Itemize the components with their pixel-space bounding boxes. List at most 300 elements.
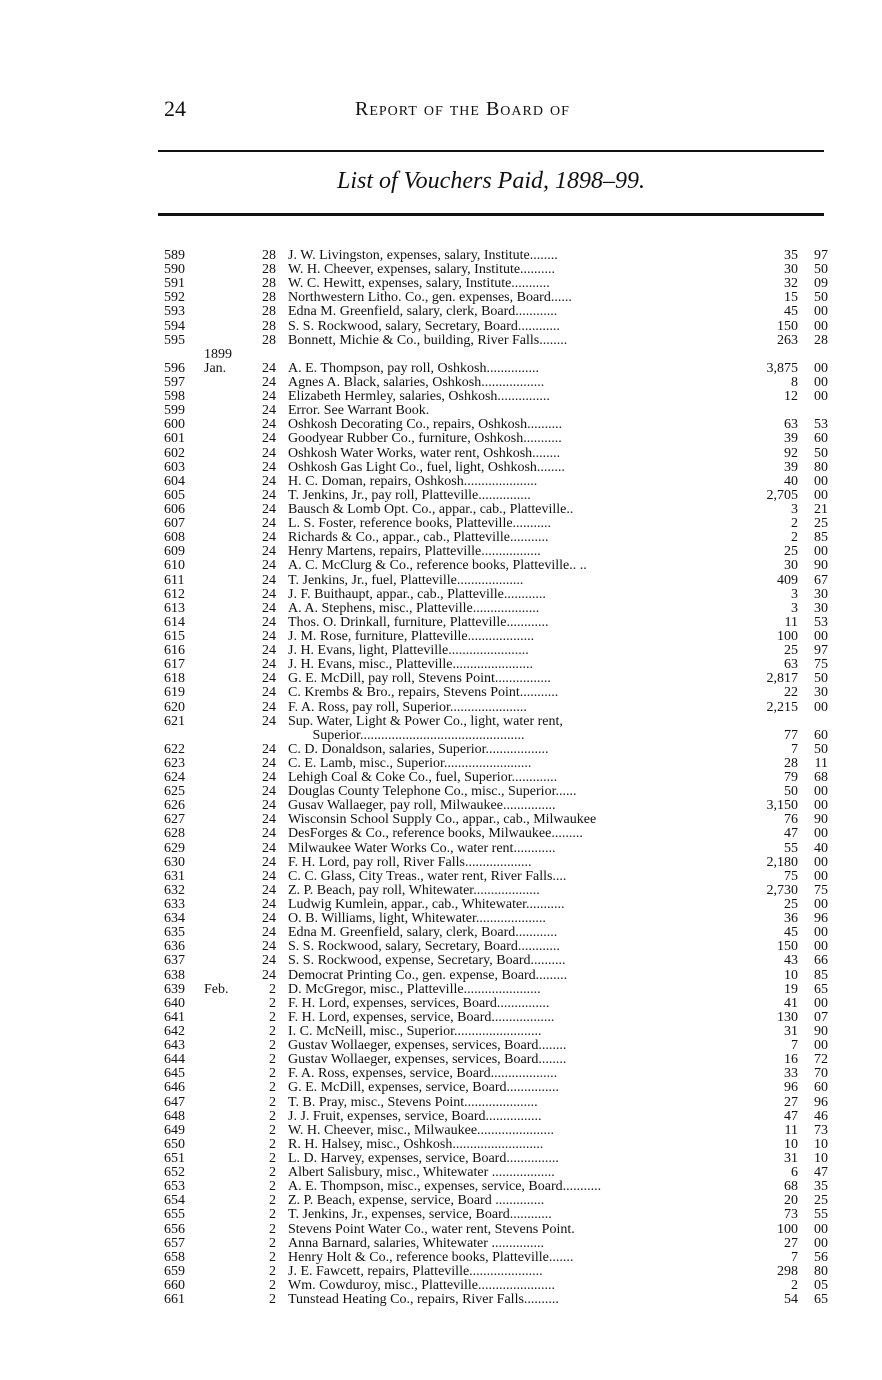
voucher-day: 24 xyxy=(262,487,276,503)
table-row xyxy=(0,757,882,771)
voucher-number: 630 xyxy=(164,854,185,870)
voucher-day: 28 xyxy=(262,276,276,292)
voucher-cents: 00 xyxy=(814,487,828,503)
table-row xyxy=(0,672,882,686)
voucher-cents: 90 xyxy=(814,558,828,574)
voucher-cents: 97 xyxy=(814,643,828,659)
voucher-cents: 25 xyxy=(814,1193,828,1209)
voucher-dollars: 11 xyxy=(784,614,798,630)
voucher-day: 2 xyxy=(269,1038,276,1054)
table-row xyxy=(0,588,882,602)
voucher-cents: 00 xyxy=(814,868,828,884)
voucher-cents: 35 xyxy=(814,1179,828,1195)
voucher-description: A. A. Stephens, misc., Platteville................... xyxy=(288,601,540,616)
table-row xyxy=(0,334,882,348)
voucher-dollars: 45 xyxy=(784,925,798,941)
voucher-description: W. C. Hewitt, expenses, salary, Institute........... xyxy=(288,277,550,292)
table-row xyxy=(0,1293,882,1307)
voucher-number: 637 xyxy=(164,953,185,969)
voucher-dollars: 63 xyxy=(784,417,798,433)
voucher-cents: 96 xyxy=(814,911,828,927)
voucher-cents: 60 xyxy=(814,727,828,743)
voucher-description: F. H. Lord, expenses, service, Board.................. xyxy=(288,1010,555,1025)
voucher-cents: 96 xyxy=(814,1094,828,1110)
voucher-dollars: 263 xyxy=(777,332,798,348)
voucher-number: 646 xyxy=(164,1080,185,1096)
voucher-day: 24 xyxy=(262,755,276,771)
voucher-cents: 00 xyxy=(814,995,828,1011)
voucher-number: 629 xyxy=(164,840,185,856)
table-row xyxy=(0,545,882,559)
voucher-day: 2 xyxy=(269,1165,276,1181)
table-row xyxy=(0,884,882,898)
voucher-number: 636 xyxy=(164,939,185,955)
voucher-cents: 00 xyxy=(814,1221,828,1237)
voucher-number: 624 xyxy=(164,770,185,786)
table-row xyxy=(0,856,882,870)
table-row xyxy=(0,785,882,799)
voucher-description: J. H. Evans, light, Platteville....................... xyxy=(288,644,529,659)
table-row xyxy=(0,1265,882,1279)
voucher-dollars: 63 xyxy=(784,657,798,673)
voucher-cents: 75 xyxy=(814,657,828,673)
voucher-day: 24 xyxy=(262,798,276,814)
voucher-description: Elizabeth Hermley, salaries, Oshkosh............... xyxy=(288,390,550,405)
table-row xyxy=(0,771,882,785)
voucher-cents: 30 xyxy=(814,600,828,616)
table-row xyxy=(0,1110,882,1124)
voucher-cents: 00 xyxy=(814,939,828,955)
voucher-day: 2 xyxy=(269,1292,276,1308)
voucher-number: 623 xyxy=(164,755,185,771)
table-row xyxy=(0,1053,882,1067)
voucher-day: 2 xyxy=(269,995,276,1011)
voucher-day: 2 xyxy=(269,1263,276,1279)
voucher-cents: 00 xyxy=(814,699,828,715)
voucher-dollars: 54 xyxy=(784,1292,798,1308)
table-row xyxy=(0,249,882,263)
table-row xyxy=(0,940,882,954)
voucher-cents: 53 xyxy=(814,614,828,630)
voucher-number: 613 xyxy=(164,600,185,616)
voucher-number: 638 xyxy=(164,967,185,983)
voucher-number: 620 xyxy=(164,699,185,715)
bottom-rule xyxy=(158,213,824,216)
voucher-number: 595 xyxy=(164,332,185,348)
voucher-day: 24 xyxy=(262,784,276,800)
table-row xyxy=(0,1096,882,1110)
voucher-cents: 28 xyxy=(814,332,828,348)
voucher-day: 24 xyxy=(262,925,276,941)
table-row xyxy=(0,827,882,841)
voucher-dollars: 19 xyxy=(784,981,798,997)
voucher-cents: 00 xyxy=(814,798,828,814)
voucher-day: 2 xyxy=(269,1235,276,1251)
voucher-dollars: 10 xyxy=(784,1136,798,1152)
voucher-day: 24 xyxy=(262,826,276,842)
table-row xyxy=(0,517,882,531)
voucher-cents: 09 xyxy=(814,276,828,292)
voucher-dollars: 3,875 xyxy=(766,360,798,376)
voucher-cents: 70 xyxy=(814,1066,828,1082)
voucher-day: 24 xyxy=(262,741,276,757)
table-row xyxy=(0,348,882,362)
voucher-cents: 50 xyxy=(814,290,828,306)
voucher-number: 606 xyxy=(164,501,185,517)
voucher-day: 28 xyxy=(262,248,276,263)
voucher-number: 611 xyxy=(164,572,185,588)
voucher-number: 596 xyxy=(164,360,185,376)
voucher-dollars: 11 xyxy=(784,1122,798,1138)
voucher-dollars: 2,730 xyxy=(766,882,798,898)
voucher-cents: 67 xyxy=(814,572,828,588)
voucher-day: 24 xyxy=(262,897,276,913)
voucher-description: L. D. Harvey, expenses, service, Board............... xyxy=(288,1152,559,1166)
voucher-description: C. E. Lamb, misc., Superior......................... xyxy=(288,756,532,771)
voucher-number: 602 xyxy=(164,445,185,461)
voucher-day: 2 xyxy=(269,1277,276,1293)
voucher-dollars: 92 xyxy=(784,445,798,461)
voucher-description: Sup. Water, Light & Power Co., light, water rent, xyxy=(288,714,563,729)
table-row xyxy=(0,531,882,545)
voucher-day: 2 xyxy=(269,981,276,997)
voucher-number: 593 xyxy=(164,304,185,320)
voucher-description: T. B. Pray, misc., Stevens Point..................... xyxy=(288,1095,538,1110)
table-row xyxy=(0,1166,882,1180)
voucher-number: 654 xyxy=(164,1193,185,1209)
voucher-description: Henry Holt & Co., reference books, Platteville....... xyxy=(288,1250,574,1265)
voucher-number: 605 xyxy=(164,487,185,503)
voucher-number: 647 xyxy=(164,1094,185,1110)
voucher-number: 659 xyxy=(164,1263,185,1279)
voucher-description: DesForges & Co., reference books, Milwaukee......... xyxy=(288,827,583,842)
voucher-day: 24 xyxy=(262,473,276,489)
voucher-dollars: 32 xyxy=(784,276,798,292)
voucher-description: Oshkosh Water Works, water rent, Oshkosh........ xyxy=(288,446,561,461)
voucher-description: F. H. Lord, pay roll, River Falls................... xyxy=(288,855,532,870)
voucher-dollars: 40 xyxy=(784,473,798,489)
voucher-cents: 55 xyxy=(814,1207,828,1223)
table-row xyxy=(0,1025,882,1039)
voucher-cents: 50 xyxy=(814,445,828,461)
voucher-description: L. S. Foster, reference books, Platteville........... xyxy=(288,517,552,532)
voucher-cents: 00 xyxy=(814,304,828,320)
table-row xyxy=(0,475,882,489)
voucher-description: Gusav Wallaeger, pay roll, Milwaukee............... xyxy=(288,799,556,814)
voucher-cents: 90 xyxy=(814,812,828,828)
table-row xyxy=(0,799,882,813)
voucher-cents: 50 xyxy=(814,741,828,757)
voucher-day: 24 xyxy=(262,614,276,630)
table-row xyxy=(0,616,882,630)
voucher-cents: 97 xyxy=(814,248,828,263)
voucher-day: 24 xyxy=(262,713,276,729)
voucher-cents: 00 xyxy=(814,628,828,644)
voucher-description: Milwaukee Water Works Co., water rent............ xyxy=(288,841,556,856)
voucher-dollars: 96 xyxy=(784,1080,798,1096)
table-row xyxy=(0,1081,882,1095)
voucher-cents: 00 xyxy=(814,374,828,390)
voucher-day: 24 xyxy=(262,431,276,447)
voucher-dollars: 20 xyxy=(784,1193,798,1209)
voucher-description: J. M. Rose, furniture, Platteville................... xyxy=(288,629,535,644)
voucher-dollars: 27 xyxy=(784,1094,798,1110)
voucher-day: 24 xyxy=(262,389,276,405)
table-row xyxy=(0,263,882,277)
voucher-number: 643 xyxy=(164,1038,185,1054)
voucher-number: 614 xyxy=(164,614,185,630)
voucher-dollars: 33 xyxy=(784,1066,798,1082)
voucher-number: 641 xyxy=(164,1009,185,1025)
voucher-description: F. A. Ross, expenses, service, Board................... xyxy=(288,1067,558,1082)
voucher-number: 635 xyxy=(164,925,185,941)
voucher-dollars: 130 xyxy=(777,1009,798,1025)
voucher-day: 24 xyxy=(262,868,276,884)
voucher-cents: 00 xyxy=(814,784,828,800)
voucher-day: 24 xyxy=(262,840,276,856)
voucher-number: 599 xyxy=(164,403,185,419)
voucher-cents: 00 xyxy=(814,826,828,842)
table-row xyxy=(0,376,882,390)
voucher-day: 28 xyxy=(262,318,276,334)
voucher-number: 621 xyxy=(164,713,185,729)
voucher-day: 24 xyxy=(262,374,276,390)
voucher-dollars: 28 xyxy=(784,755,798,771)
voucher-cents: 00 xyxy=(814,897,828,913)
table-row xyxy=(0,432,882,446)
voucher-description: Goodyear Rubber Co., furniture, Oshkosh........... xyxy=(288,432,562,447)
voucher-number: 604 xyxy=(164,473,185,489)
voucher-description: F. H. Lord, expenses, services, Board............... xyxy=(288,996,550,1011)
voucher-description: Agnes A. Black, salaries, Oshkosh.................. xyxy=(288,375,545,390)
voucher-description: W. H. Cheever, expenses, salary, Institute.......... xyxy=(288,263,556,278)
voucher-number: 590 xyxy=(164,262,185,278)
table-row xyxy=(0,1208,882,1222)
voucher-number: 625 xyxy=(164,784,185,800)
voucher-dollars: 47 xyxy=(784,1108,798,1124)
voucher-description: J. E. Fawcett, repairs, Platteville..................... xyxy=(288,1264,543,1279)
page-number: 24 xyxy=(164,96,186,121)
table-row xyxy=(0,1152,882,1166)
voucher-description: Error. See Warrant Book. xyxy=(288,404,430,419)
voucher-day: 24 xyxy=(262,643,276,659)
voucher-description: D. McGregor, misc., Platteville...................... xyxy=(288,982,541,997)
voucher-dollars: 2,705 xyxy=(766,487,798,503)
voucher-day: 2 xyxy=(269,1052,276,1068)
voucher-day: 24 xyxy=(262,600,276,616)
voucher-number: 657 xyxy=(164,1235,185,1251)
table-row xyxy=(0,1251,882,1265)
table-row xyxy=(0,842,882,856)
table-row xyxy=(0,1237,882,1251)
voucher-number: 639 xyxy=(164,981,185,997)
voucher-description: Superior............................................... xyxy=(288,728,525,743)
voucher-number: 634 xyxy=(164,911,185,927)
voucher-description: Z. P. Beach, pay roll, Whitewater................... xyxy=(288,883,540,898)
voucher-description: Douglas County Telephone Co., misc., Superior...... xyxy=(288,785,577,800)
voucher-description: Anna Barnard, salaries, Whitewater ............... xyxy=(288,1236,544,1251)
voucher-dollars: 12 xyxy=(784,389,798,405)
voucher-day: 2 xyxy=(269,1136,276,1152)
voucher-dollars: 43 xyxy=(784,953,798,969)
voucher-cents: 10 xyxy=(814,1136,828,1152)
table-row xyxy=(0,912,882,926)
table-row xyxy=(0,630,882,644)
voucher-number: 617 xyxy=(164,657,185,673)
voucher-dollars: 2,817 xyxy=(766,671,798,687)
voucher-day: 2 xyxy=(269,1193,276,1209)
voucher-cents: 66 xyxy=(814,953,828,969)
voucher-number: 660 xyxy=(164,1277,185,1293)
voucher-number: 642 xyxy=(164,1024,185,1040)
voucher-day: 2 xyxy=(269,1249,276,1265)
voucher-cents: 07 xyxy=(814,1009,828,1025)
voucher-dollars: 25 xyxy=(784,544,798,560)
voucher-day: 28 xyxy=(262,290,276,306)
voucher-description: A. E. Thompson, misc., expenses, service, Board........... xyxy=(288,1180,602,1195)
voucher-number: 618 xyxy=(164,671,185,687)
voucher-day: 2 xyxy=(269,1122,276,1138)
voucher-dollars: 150 xyxy=(777,318,798,334)
voucher-dollars: 79 xyxy=(784,770,798,786)
voucher-dollars: 50 xyxy=(784,784,798,800)
voucher-dollars: 45 xyxy=(784,304,798,320)
table-row xyxy=(0,813,882,827)
voucher-dollars: 25 xyxy=(784,897,798,913)
voucher-day: 2 xyxy=(269,1221,276,1237)
voucher-dollars: 298 xyxy=(777,1263,798,1279)
table-row xyxy=(0,447,882,461)
table-row xyxy=(0,362,882,376)
voucher-number: 632 xyxy=(164,882,185,898)
table-row xyxy=(0,969,882,983)
voucher-number: 633 xyxy=(164,897,185,913)
voucher-cents: 05 xyxy=(814,1277,828,1293)
voucher-description: A. C. McClurg & Co., reference books, Platteville.. .. xyxy=(288,559,587,574)
voucher-cents: 21 xyxy=(814,501,828,517)
voucher-dollars: 2 xyxy=(791,530,798,546)
voucher-description: G. E. McDill, expenses, service, Board............... xyxy=(288,1081,559,1096)
voucher-number: 589 xyxy=(164,248,185,263)
voucher-day: 24 xyxy=(262,967,276,983)
voucher-description: J. J. Fruit, expenses, service, Board................ xyxy=(288,1109,542,1124)
voucher-cents: 56 xyxy=(814,1249,828,1265)
voucher-description: S. S. Rockwood, salary, Secretary, Board............ xyxy=(288,319,560,334)
voucher-description: S. S. Rockwood, expense, Secretary, Board.......... xyxy=(288,954,566,969)
voucher-day: 24 xyxy=(262,854,276,870)
voucher-cents: 00 xyxy=(814,318,828,334)
voucher-description: Bonnett, Michie & Co., building, River Falls........ xyxy=(288,333,568,348)
voucher-number: 652 xyxy=(164,1165,185,1181)
voucher-dollars: 25 xyxy=(784,643,798,659)
table-row xyxy=(0,1279,882,1293)
voucher-description: Z. P. Beach, expense, service, Board .............. xyxy=(288,1194,545,1209)
table-row xyxy=(0,320,882,334)
voucher-number: 645 xyxy=(164,1066,185,1082)
voucher-description: Oshkosh Gas Light Co., fuel, light, Oshkosh........ xyxy=(288,460,565,475)
voucher-number: 622 xyxy=(164,741,185,757)
voucher-number: 603 xyxy=(164,459,185,475)
voucher-description: W. H. Cheever, misc., Milwaukee...................... xyxy=(288,1123,555,1138)
voucher-day: 28 xyxy=(262,304,276,320)
table-row xyxy=(0,686,882,700)
voucher-day: 24 xyxy=(262,657,276,673)
voucher-dollars: 3,150 xyxy=(766,798,798,814)
table-row xyxy=(0,1067,882,1081)
table-row xyxy=(0,1223,882,1237)
voucher-dollars: 75 xyxy=(784,868,798,884)
voucher-dollars: 7 xyxy=(791,1038,798,1054)
voucher-cents: 60 xyxy=(814,431,828,447)
voucher-number: 658 xyxy=(164,1249,185,1265)
voucher-cents: 00 xyxy=(814,1235,828,1251)
table-row xyxy=(0,870,882,884)
voucher-number: 651 xyxy=(164,1151,185,1166)
table-row xyxy=(0,489,882,503)
voucher-dollars: 3 xyxy=(791,600,798,616)
section-subtitle: List of Vouchers Paid, 1898–99. xyxy=(336,168,645,194)
table-row xyxy=(0,1180,882,1194)
voucher-day: 24 xyxy=(262,671,276,687)
voucher-day: 24 xyxy=(262,558,276,574)
table-row xyxy=(0,729,882,743)
voucher-day: 24 xyxy=(262,544,276,560)
table-row xyxy=(0,701,882,715)
voucher-description: F. A. Ross, pay roll, Superior...................... xyxy=(288,700,527,715)
voucher-dollars: 35 xyxy=(784,248,798,263)
voucher-dollars: 77 xyxy=(784,727,798,743)
voucher-number: 594 xyxy=(164,318,185,334)
voucher-day: 24 xyxy=(262,699,276,715)
voucher-day: 2 xyxy=(269,1207,276,1223)
voucher-dollars: 7 xyxy=(791,1249,798,1265)
voucher-dollars: 39 xyxy=(784,431,798,447)
table-row xyxy=(0,503,882,517)
table-row xyxy=(0,983,882,997)
voucher-number: 592 xyxy=(164,290,185,306)
voucher-number: 628 xyxy=(164,826,185,842)
voucher-day: 2 xyxy=(269,1024,276,1040)
voucher-number: 615 xyxy=(164,628,185,644)
voucher-dollars: 31 xyxy=(784,1151,798,1166)
voucher-number: 591 xyxy=(164,276,185,292)
voucher-number: 612 xyxy=(164,586,185,602)
voucher-day: 2 xyxy=(269,1009,276,1025)
voucher-description: T. Jenkins, Jr., expenses, service, Board............ xyxy=(288,1208,552,1223)
voucher-number: 627 xyxy=(164,812,185,828)
voucher-dollars: 22 xyxy=(784,685,798,701)
voucher-description: Democrat Printing Co., gen. expense, Board......... xyxy=(288,968,568,983)
table-row xyxy=(0,602,882,616)
voucher-cents: 00 xyxy=(814,854,828,870)
voucher-cents: 11 xyxy=(814,755,828,771)
voucher-day: 24 xyxy=(262,572,276,588)
voucher-cents: 00 xyxy=(814,360,828,376)
table-row xyxy=(0,559,882,573)
voucher-cents: 40 xyxy=(814,840,828,856)
voucher-cents: 65 xyxy=(814,1292,828,1308)
voucher-description: Edna M. Greenfield, salary, clerk, Board............ xyxy=(288,305,558,320)
voucher-dollars: 6 xyxy=(791,1165,798,1181)
voucher-number: 607 xyxy=(164,516,185,532)
voucher-description: J. H. Evans, misc., Platteville....................... xyxy=(288,658,533,673)
voucher-cents: 00 xyxy=(814,473,828,489)
voucher-dollars: 2 xyxy=(791,1277,798,1293)
voucher-dollars: 2,180 xyxy=(766,854,798,870)
voucher-cents: 46 xyxy=(814,1108,828,1124)
voucher-cents: 25 xyxy=(814,516,828,532)
voucher-cents: 90 xyxy=(814,1024,828,1040)
